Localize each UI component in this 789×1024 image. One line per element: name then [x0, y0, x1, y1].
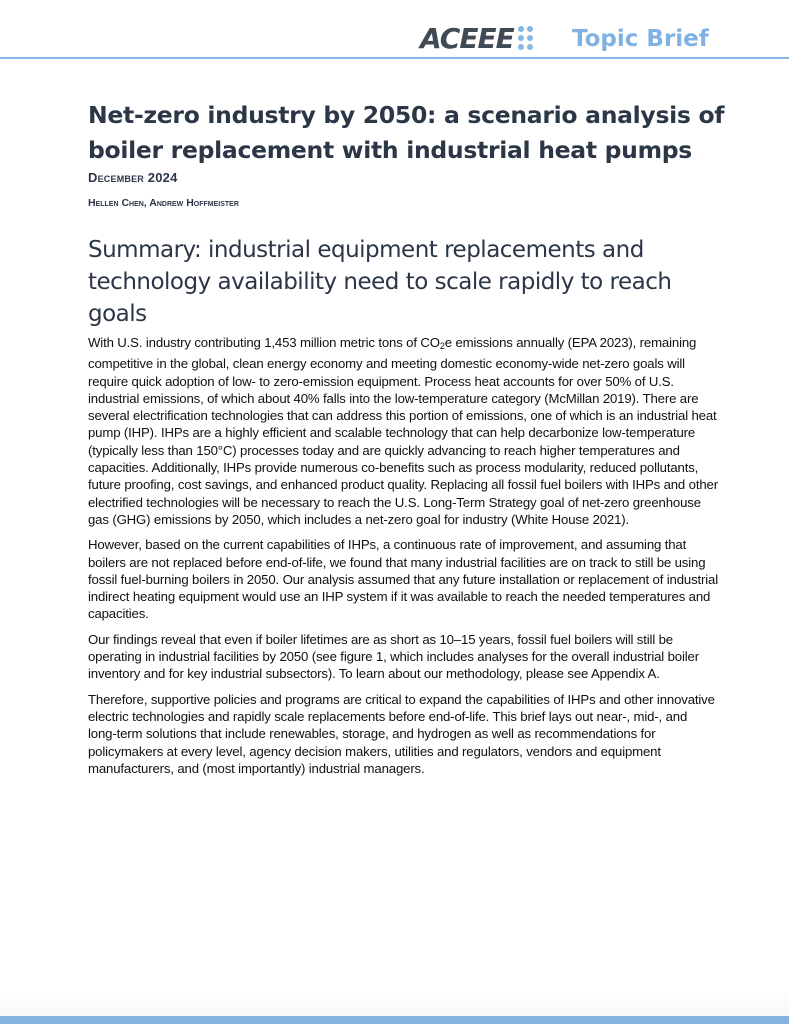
logo-dots-icon: [518, 26, 533, 50]
page-header: [0, 0, 789, 58]
paragraph-3: Our findings reveal that even if boiler lifetimes are as short as 10–15 years, fossil fuel boilers will still be operating in industrial facilities by 2050 (see figure 1, which includes analyses for the overall industrial boiler inventory and for key industrial subsectors). To learn about our methodology, please see Appendix A.: [88, 631, 699, 682]
topic-brief-label: Topic Brief: [572, 26, 709, 52]
header-divider: [0, 57, 789, 59]
footer-bar: [0, 1016, 789, 1024]
paragraph-4: Therefore, supportive policies and programs are critical to expand the capabilities of IHPs and other innovative electric technologies and rapidly scale replacements before end-of-life. This brief lays out near-, mid-, and long-term solutions that include renewables, storage, and hydrogen as well as recommendations for policymakers at every level, agency decision makers, utilities and regulators, vendors and equipment manufacturers, and (most importantly) industrial managers.: [88, 691, 715, 776]
paragraph-2: However, based on the current capabilities of IHPs, a continuous rate of improvement, and assuming that boilers are not replaced before end-of-life, we found that many industrial facilities are on track to still be using fossil fuel-burning boilers in 2050. Our analysis assumed that any future installation or replacement of industrial indirect heating equipment would use an IHP system if it was available to reach the needed temperatures and capacities.: [88, 537, 719, 622]
document-title: Net-zero industry by 2050: a scenario analysis of boiler replacement with industrial heat pumps: [88, 101, 725, 164]
footer-fade: [0, 990, 789, 1016]
paragraph-1-text-a: With U.S. industry contributing 1,453 million metric tons of CO: [88, 335, 440, 350]
publication-date: December 2024: [88, 170, 178, 185]
paragraph-1: [88, 334, 718, 528]
logo-text: ACEEE: [420, 21, 514, 55]
paragraph-1-text-b: e emissions annually (EPA 2023), remaining competitive in the global, clean energy economy and meeting domestic economy-wide net-zero goals will require quick adoption of low- to zero-emission equipment. Process heat accounts for over 50% of U.S. industrial emissions, of which about 40% falls into the low-temperature category (McMillan 2019). There are several electrification technologies that can address this portion of emissions, one of which is an industrial heat pump (IHP). IHPs are a highly efficient and scalable technology that can help decarbonize low-temperature (typically less than 150°C) processes today and are quickly advancing to reach higher temperatures and capacities. Additionally, IHPs provide numerous co-benefits such as process modularity, reduced pollutants, future proofing, cost savings, and enhanced product quality. Replacing all fossil fuel boilers with IHPs and other electrified technologies will be necessary to reach the U.S. Long-Term Strategy goal of net-zero greenhouse gas (GHG) emissions by 2050, which includes a net-zero goal for industry (White House 2021).: [88, 335, 718, 527]
subscript: 2: [439, 341, 445, 351]
aceee-logo: [420, 22, 533, 54]
authors: Hellen Chen, Andrew Hoffmeister: [88, 197, 239, 209]
section-heading: Summary: industrial equipment replacements and technology availability need to scale rapidly to reach goals: [88, 237, 672, 327]
summary-body: [88, 334, 718, 785]
